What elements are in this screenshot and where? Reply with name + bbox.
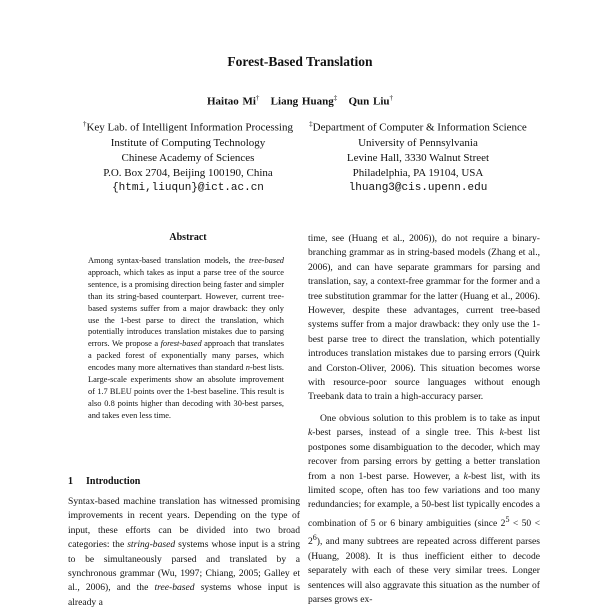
text-run: -best lists. Large-scale experiments show an absolute improvement of 1.7 BLEU points over the 1-best baseline. This result is also 0.8 points higher than decoding with 30-best parses, and takes even less time. xyxy=(88,363,284,420)
text-run: -best parses, instead of a single tree. This xyxy=(312,427,500,439)
affiliation-mark: † xyxy=(82,120,87,128)
affiliation-line: Chinese Academy of Sciences xyxy=(121,152,255,165)
abstract-heading: Abstract xyxy=(169,232,207,243)
text-run: -best list, with its limited scope, often has too few variations and too many redundancies; for example, a 50-best list typically encodes a combination of 5 or 6 binary ambiguities (since 2 xyxy=(308,470,541,529)
superscript-run: 5 xyxy=(505,514,510,524)
author-mark: † xyxy=(389,94,394,102)
section-number: 1 xyxy=(68,476,73,487)
affiliation-email: lhuang3@cis.upenn.edu xyxy=(348,182,488,195)
text-run: systems whose input is a string to be simultaneously parsed and translated by a synchronous grammar (Wu, 1997; Chiang, 2005; Galley et al., 2006), and the xyxy=(68,539,300,594)
text-run: < 50 < 2 xyxy=(308,517,540,548)
affiliation-line: Institute of Computing Technology xyxy=(110,136,266,149)
section-title: Introduction xyxy=(86,476,141,487)
affiliation-right xyxy=(284,117,552,197)
affiliation-line: Department of Computer & Information Science xyxy=(312,121,527,134)
text-run: -best list postpones some disambiguation to the decoder, which may recover from parsing errors by getting a better translation from a non 1-best parse. However, a xyxy=(308,427,540,482)
affiliation-left xyxy=(68,117,308,197)
emphasis-run: k xyxy=(499,427,504,439)
author-name: Haitao Mi xyxy=(206,95,256,108)
emphasis-run: string-based xyxy=(127,539,176,551)
text-run: approach, which takes as input a parse tree of the source sentence, is a promising direction being faster and simpler than its string-based counterpart. However, current tree-based systems suffer from a major drawback: they only use the 1-best parse to direct the translation, which potentially introduces translation mistakes due to parsing errors. We propose a xyxy=(88,267,284,349)
paper-title: Forest-Based Translation xyxy=(227,54,373,69)
affiliation-line: Levine Hall, 3330 Walnut Street xyxy=(346,152,490,165)
affiliation-email: {htmi,liuqun}@ict.ac.cn xyxy=(112,182,264,195)
emphasis-run: tree-based xyxy=(154,582,195,594)
right-column-paragraph: time, see (Huang et al., 2006)), do not require a binary-branching grammar as in string-based models (Zhang et al., 2006), and can have separate grammars for parsing and translation, say, a context-free grammar for the former and a tree substitution grammar for the latter (Huang et al., 2006). However, despite these advantages, current tree-based systems suffer from a major drawback: they only use the 1-best parse tree to direct the translation, which potentially introduces translation mistakes due to parsing errors (Quirk and Corston-Oliver, 2006). This situation becomes worse with resource-poor source languages without enough Treebank data to train a high-accuracy parser. xyxy=(308,233,540,403)
emphasis-run: k xyxy=(308,427,313,439)
affiliation-mark: ‡ xyxy=(309,120,313,128)
author-list xyxy=(0,94,600,108)
emphasis-run: tree-based xyxy=(248,256,284,265)
text-run: One obvious solution to this problem is to take as input xyxy=(320,412,540,424)
right-column xyxy=(308,232,540,608)
text-run: Syntax-based machine translation has witnessed promising improvements in recent years. Depending on the type of input, these efforts can be divided into two broad categories: the xyxy=(68,496,300,551)
text-run: approach that translates a packed forest of exponentially many parses, which encodes many more alternatives than standard xyxy=(88,339,284,373)
author-name: Qun Liu xyxy=(348,95,390,108)
introduction-text xyxy=(68,495,300,610)
affiliation-line: P.O. Box 2704, Beijing 100190, China xyxy=(103,167,273,180)
author-name: Liang Huang xyxy=(270,95,334,108)
emphasis-run: k xyxy=(463,470,468,482)
author-mark: ‡ xyxy=(333,94,338,102)
author-mark: † xyxy=(255,94,260,102)
emphasis-run: n xyxy=(245,363,250,373)
section-heading-introduction xyxy=(68,476,140,487)
text-run: Among syntax-based translation models, the xyxy=(88,256,249,265)
emphasis-run: forest-based xyxy=(160,339,202,349)
right-column-paragraph xyxy=(308,412,540,608)
affiliation-line: University of Pennsylvania xyxy=(358,136,478,149)
text-run: systems whose input is already a xyxy=(68,582,300,608)
affiliation-line: Key Lab. of Intelligent Information Processing xyxy=(86,121,293,134)
affiliation-line: Philadelphia, PA 19104, USA xyxy=(352,167,484,180)
text-run: ), and many subtrees are repeated across different parses (Huang, 2008). It is thus inefficient either to decode separately with each of these very similar trees. Longer sentences will also aggravate this situation as the number of parses grows ex- xyxy=(308,536,540,606)
abstract-text xyxy=(88,255,284,422)
superscript-run: 6 xyxy=(312,533,317,543)
